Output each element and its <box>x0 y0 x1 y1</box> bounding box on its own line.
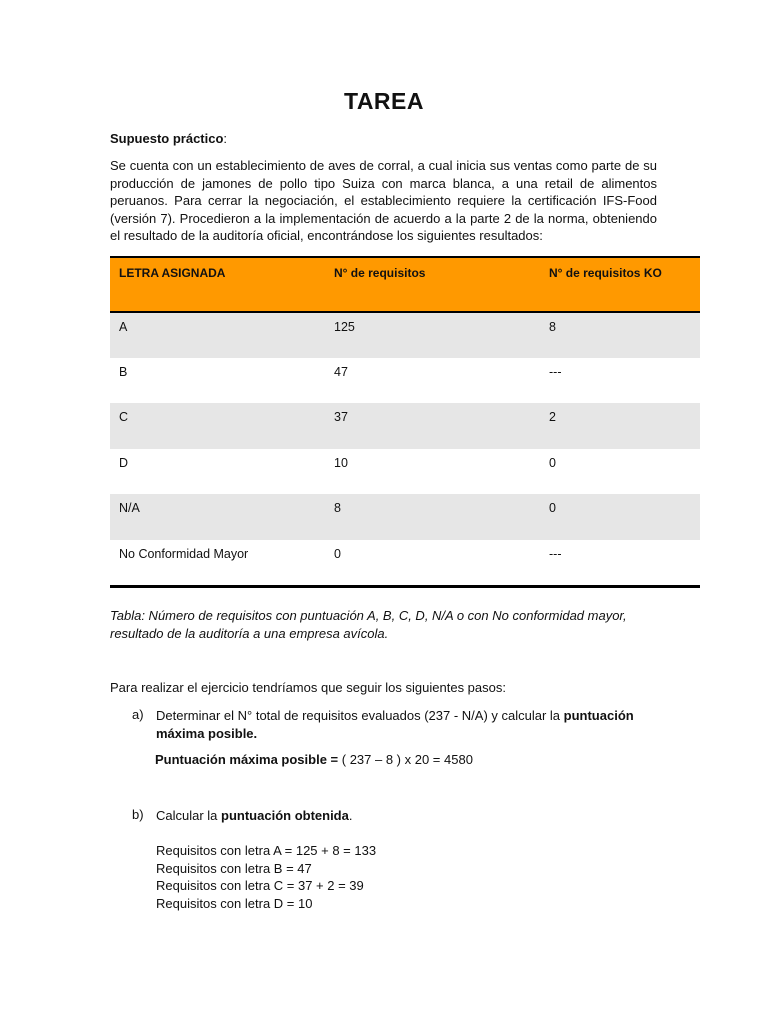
cell-ko: 8 <box>540 312 700 358</box>
table-row <box>110 403 700 449</box>
cell-ko: --- <box>540 540 700 587</box>
list-item: Requisitos con letra D = 10 <box>156 895 313 911</box>
step-a-text <box>156 707 636 743</box>
table-row <box>110 312 700 358</box>
step-a-text-before: Determinar el N° total de requisitos evaluados (237 - N/A) y calcular la <box>156 708 564 723</box>
step-b-marker: b) <box>132 807 144 822</box>
step-b-text <box>156 807 636 825</box>
cell-letter: D <box>119 455 129 470</box>
cell-letter: B <box>119 364 128 379</box>
list-item: Requisitos con letra B = 47 <box>156 860 312 876</box>
step-a-marker: a) <box>132 707 144 722</box>
header-num-requisitos: N° de requisitos <box>325 257 540 312</box>
cell-count: 37 <box>325 403 540 449</box>
header-num-requisitos-ko: N° de requisitos KO <box>540 257 700 312</box>
subtitle-suffix: : <box>223 131 228 146</box>
table-caption: Tabla: Número de requisitos con puntuación A, B, C, D, N/A o con No conformidad mayor, resultado de la auditoría a una empresa avícola. <box>110 608 627 641</box>
page-title: TAREA <box>343 88 424 114</box>
cell-ko: 0 <box>549 455 556 470</box>
cell-ko: 0 <box>540 494 700 540</box>
cell-count: 10 <box>334 455 348 470</box>
table-row <box>110 540 700 587</box>
cell-ko: --- <box>549 364 562 379</box>
cell-count: 47 <box>334 364 348 379</box>
step-b-text-after: . <box>348 808 353 823</box>
step-a-text-bold: puntuación máxima posible. <box>156 708 634 741</box>
list-item: Requisitos con letra A = 125 + 8 = 133 <box>156 843 377 858</box>
list-item: Requisitos con letra C = 37 + 2 = 39 <box>156 878 364 893</box>
steps-intro: Para realizar el ejercicio tendríamos que seguir los siguientes pasos: <box>110 680 506 695</box>
step-b-text-bold: puntuación obtenida <box>221 808 349 823</box>
cell-letter: C <box>110 403 325 449</box>
subtitle-label: Supuesto práctico <box>110 131 224 146</box>
cell-letter: N/A <box>110 494 325 540</box>
cell-letter: A <box>110 312 325 358</box>
step-b-text-before: Calcular la <box>156 808 222 823</box>
requirements-table <box>110 256 700 588</box>
requirements-calculation-list <box>156 842 376 912</box>
intro-paragraph: Se cuenta con un establecimiento de aves de corral, a cual inicia sus ventas como parte de su producción de jamones de pollo tipo Suiza con marca blanca, a una retail de alimentos peruanos. Para cerrar la negociación, el establecimiento requiere la certificación IFS-Food (versión 7). Procedieron a la implementación de acuerdo a la parte 2 de la norma, obteniendo el resultado de la auditoría oficial, encontrándose los siguientes resultados: <box>110 158 657 244</box>
formula-expression: ( 237 – 8 ) x 20 = 4580 <box>338 752 473 767</box>
table-header-row <box>110 257 700 312</box>
table-row <box>110 358 700 404</box>
cell-count: 125 <box>325 312 540 358</box>
table-row <box>110 494 700 540</box>
max-score-formula <box>155 752 473 767</box>
cell-ko: 2 <box>540 403 700 449</box>
cell-letter: No Conformidad Mayor <box>110 540 325 587</box>
formula-label: Puntuación máxima posible = <box>155 752 339 767</box>
cell-count: 8 <box>325 494 540 540</box>
cell-count: 0 <box>325 540 540 587</box>
subtitle <box>110 131 227 146</box>
table-row <box>110 449 700 495</box>
header-letra-asignada: LETRA ASIGNADA <box>110 257 325 312</box>
